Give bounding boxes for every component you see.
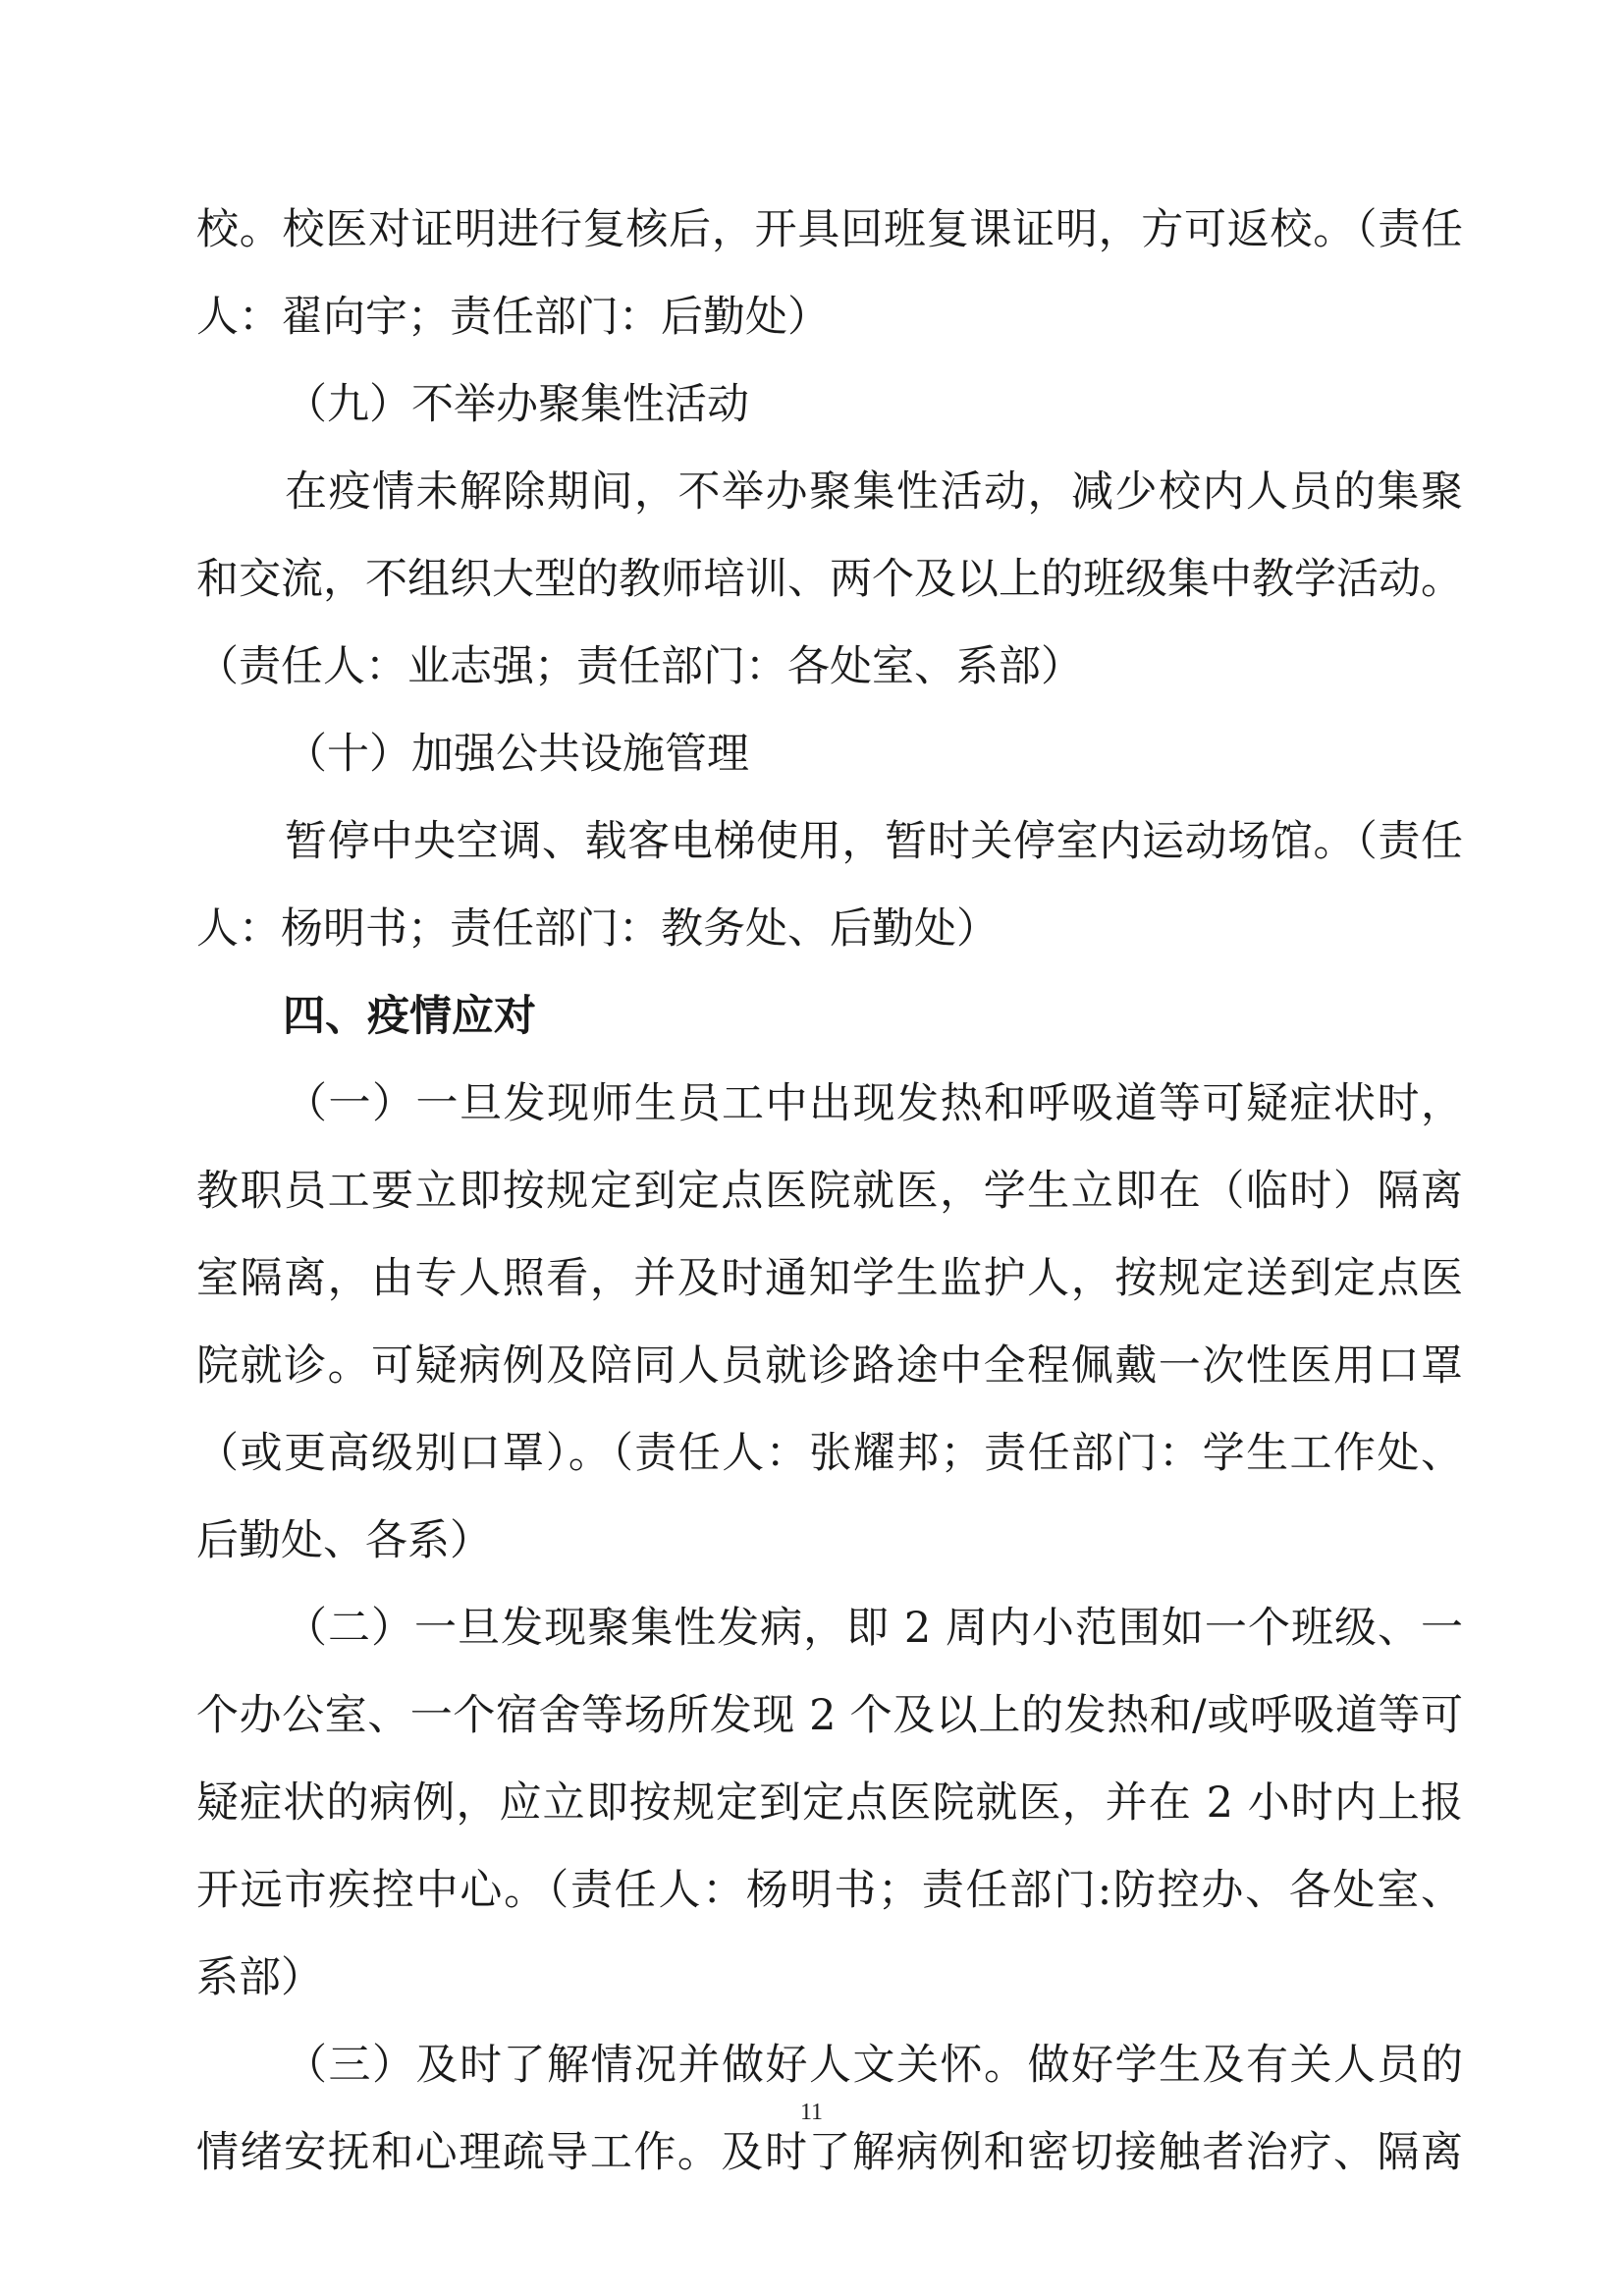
text-line: 暂停中央空调、载客电梯使用，暂时关停室内运动场馆。（责任: [285, 817, 1463, 866]
text-line: 人：翟向宇；责任部门：后勤处）: [196, 293, 830, 342]
document-body: [196, 187, 1463, 2197]
text-line: 教职员工要立即按规定到定点医院就医，学生立即在（临时）隔离: [196, 1167, 1463, 1216]
text-line: 人：杨明书；责任部门：教务处、后勤处）: [196, 904, 999, 954]
text-line: （或更高级别口罩）。（责任人：张耀邦；责任部门：学生工作处、: [196, 1429, 1463, 1478]
text-line: （二）一旦发现聚集性发病，即 2 周内小范围如一个班级、一: [285, 1604, 1463, 1653]
text-line: 校。校医对证明进行复核后，开具回班复课证明，方可返校。（责任: [196, 205, 1463, 254]
page-number: 11: [799, 2100, 824, 2125]
text-line: （责任人：业志强；责任部门：各处室、系部）: [196, 642, 1083, 691]
text-line: 系部）: [196, 1953, 323, 2002]
text-line: 情绪安抚和心理疏导工作。及时了解病例和密切接触者治疗、隔离: [196, 2128, 1463, 2177]
subsection-heading: （九）不举办聚集性活动: [285, 380, 749, 429]
section-heading: 四、疫情应对: [283, 992, 536, 1041]
text-line: （三）及时了解情况并做好人文关怀。做好学生及有关人员的: [285, 2041, 1463, 2090]
text-line: 室隔离，由专人照看，并及时通知学生监护人，按规定送到定点医: [196, 1254, 1463, 1303]
text-line: 开远市疾控中心。（责任人：杨明书；责任部门:防控办、各处室、: [196, 1866, 1463, 1915]
text-line: 疑症状的病例，应立即按规定到定点医院就医，并在 2 小时内上报: [196, 1778, 1463, 1828]
text-line: 个办公室、一个宿舍等场所发现 2 个及以上的发热和/或呼吸道等可: [196, 1691, 1463, 1740]
text-line: 院就诊。可疑病例及陪同人员就诊路途中全程佩戴一次性医用口罩: [196, 1341, 1463, 1391]
text-line: 后勤处、各系）: [196, 1516, 492, 1565]
text-line: （一）一旦发现师生员工中出现发热和呼吸道等可疑症状时，: [285, 1079, 1463, 1128]
subsection-heading: （十）加强公共设施管理: [285, 730, 749, 779]
text-line: 在疫情未解除期间，不举办聚集性活动，减少校内人员的集聚: [285, 467, 1463, 517]
text-line: 和交流，不组织大型的教师培训、两个及以上的班级集中教学活动。: [196, 555, 1463, 604]
